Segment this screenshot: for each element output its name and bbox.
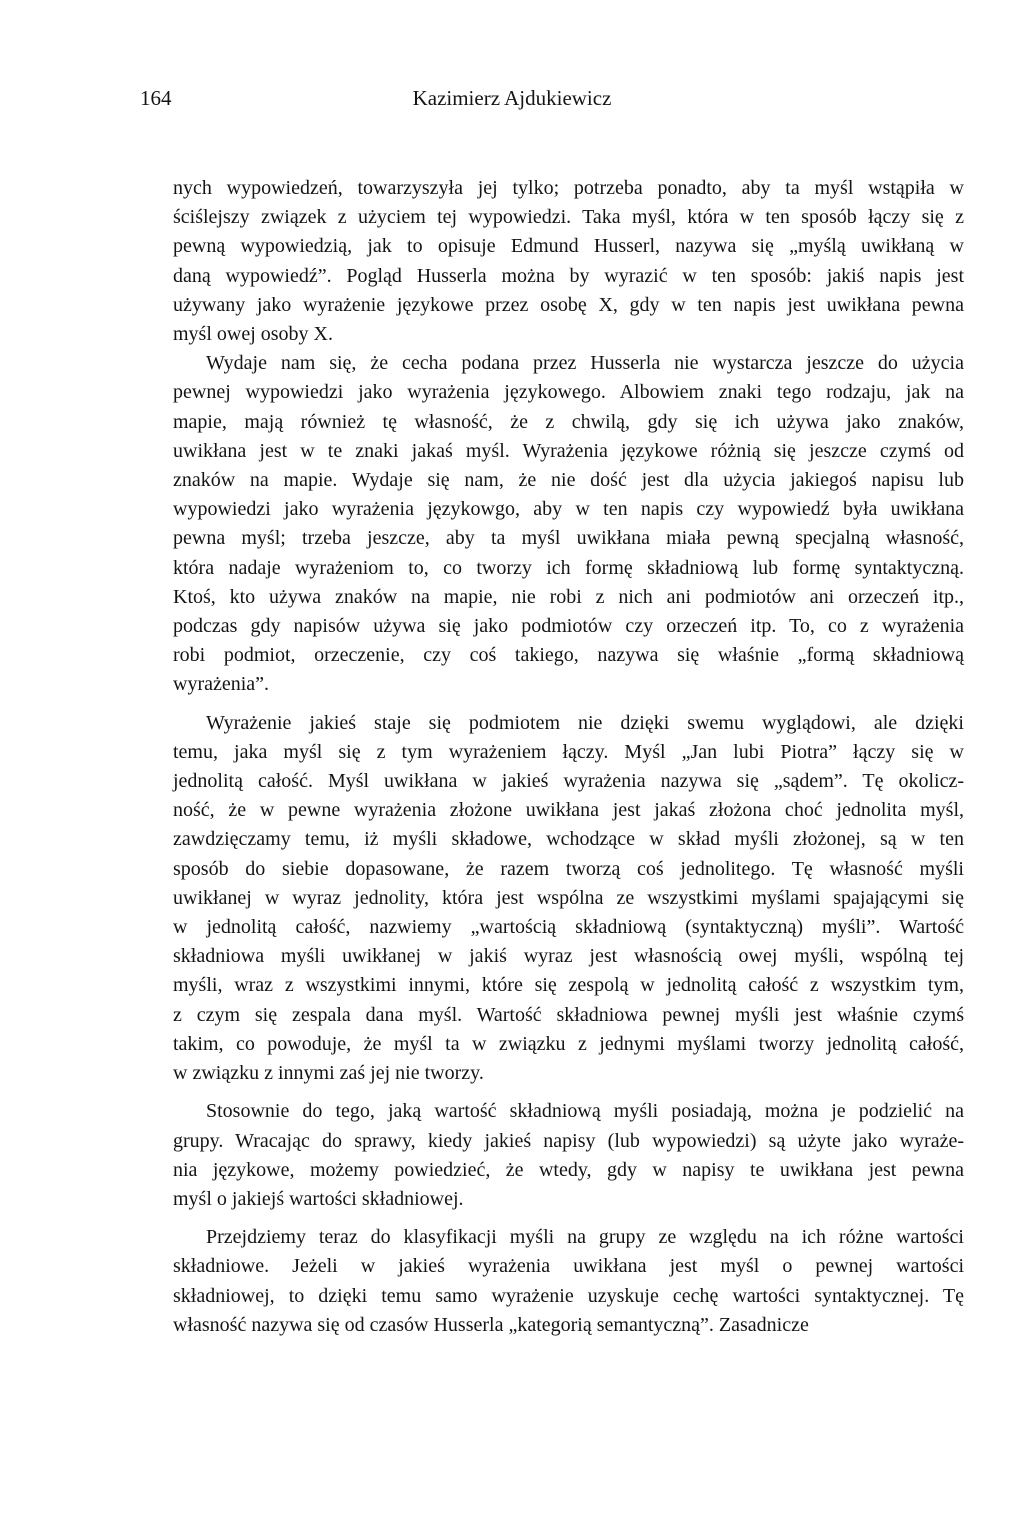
text-line: pewną wypowiedzią, jak to opisuje Edmund Husserl, nazywa się „myślą uwikłaną w bbox=[173, 235, 964, 258]
text-line: uwikłana jest w te znaki jakaś myśl. Wyrażenia językowe różnią się jeszcze czymś od bbox=[173, 439, 964, 462]
paragraph bbox=[140, 349, 964, 699]
text-line: takim, co powoduje, że myśl ta w związku z jednymi myślami tworzy jednolitą całość, bbox=[173, 1032, 964, 1055]
text-line: własność nazywa się od czasów Husserla „kategorią semantyczną”. Zasadnicze bbox=[173, 1313, 809, 1336]
text-line: składniowa myśli uwikłanej w jakiś wyraz jest własnością owej myśli, wspólną tej bbox=[173, 945, 964, 968]
paragraph bbox=[140, 174, 964, 349]
text-line: Stosownie do tego, jaką wartość składniową myśli posiadają, można je podzielić na bbox=[206, 1100, 964, 1123]
text-line: składniowej, to dzięki temu samo wyrażenie uzyskuje cechę wartości syntaktycznej. Tę bbox=[173, 1284, 964, 1307]
paragraph bbox=[140, 1097, 964, 1214]
text-line: temu, jaka myśl się z tym wyrażeniem łączy. Myśl „Jan lubi Piotra” łączy się w bbox=[173, 740, 964, 763]
text-line: z czym się zespala dana myśl. Wartość składniowa pewnej myśli jest właśnie czymś bbox=[173, 1003, 964, 1026]
text-line: myśl owej osoby X. bbox=[173, 323, 333, 346]
text-line: w związku z innymi zaś jej nie tworzy. bbox=[173, 1062, 484, 1085]
text-line: wyrażenia”. bbox=[173, 673, 270, 696]
text-line: nych wypowiedzeń, towarzyszyła jej tylko; potrzeba ponadto, aby ta myśl wstąpiła w bbox=[173, 177, 964, 199]
text-line: nia językowe, możemy powiedzieć, że wtedy, gdy w napisy te uwikłana jest pewna bbox=[173, 1158, 964, 1181]
text-line: mapie, mają również tę własność, że z chwilą, gdy się ich używa jako znaków, bbox=[173, 410, 964, 433]
text-line: ściślejszy związek z użyciem tej wypowiedzi. Taka myśl, która w ten sposób łączy się z bbox=[173, 206, 964, 229]
text-line: Ktoś, kto używa znaków na mapie, nie robi z nich ani podmiotów ani orzeczeń itp., bbox=[173, 585, 964, 608]
text-line: myśli, wraz z wszystkimi innymi, które się zespolą w jednolitą całość z wszystkim tym, bbox=[173, 974, 964, 997]
paragraph bbox=[140, 1223, 964, 1340]
text-line: sposób do siebie dopasowane, że razem tworzą coś jednolitego. Tę własność myśli bbox=[173, 857, 964, 880]
text-line: znaków na mapie. Wydaje się nam, że nie dość jest dla użycia jakiegoś napisu lub bbox=[173, 469, 964, 492]
page-number: 164 bbox=[140, 86, 172, 110]
running-head: Kazimierz Ajdukiewicz bbox=[412, 86, 612, 110]
text-line: pewnej wypowiedzi jako wyrażenia językowego. Albowiem znaki tego rodzaju, jak na bbox=[173, 381, 964, 404]
text-line: daną wypowiedź”. Pogląd Husserla można by wyrazić w ten sposób: jakiś napis jest bbox=[173, 264, 964, 287]
text-line: grupy. Wracając do sprawy, kiedy jakieś napisy (lub wypowiedzi) są użyte jako wyraże- bbox=[173, 1129, 964, 1152]
paragraph bbox=[140, 709, 964, 1089]
text-line: podczas gdy napisów używa się jako podmiotów czy orzeczeń itp. To, co z wyrażenia bbox=[173, 615, 964, 638]
text-line: która nadaje wyrażeniom to, co tworzy ich formę składniową lub formę syntaktyczną. bbox=[173, 556, 964, 579]
text-line: uwikłanej w wyraz jednolity, która jest wspólna ze wszystkimi myślami spajającymi się bbox=[173, 886, 964, 909]
text-line: jednolitą całość. Myśl uwikłana w jakieś wyrażenia nazywa się „sądem”. Tę okolicz- bbox=[173, 770, 964, 793]
text-line: Wydaje nam się, że cecha podana przez Husserla nie wystarcza jeszcze do użycia bbox=[206, 352, 964, 375]
text-line: Wyrażenie jakieś staje się podmiotem nie dzięki swemu wyglądowi, ale dzięki bbox=[206, 711, 964, 734]
text-line: robi podmiot, orzeczenie, czy coś takiego, nazywa się właśnie „formą składniową bbox=[173, 644, 964, 667]
text-line: używany jako wyrażenie językowe przez osobę X, gdy w ten napis jest uwikłana pewna bbox=[173, 293, 964, 316]
text-line: w jednolitą całość, nazwiemy „wartością składniową (syntaktyczną) myśli”. Wartość bbox=[173, 916, 964, 939]
text-line: Przejdziemy teraz do klasyfikacji myśli na grupy ze względu na ich różne wartości bbox=[206, 1226, 964, 1249]
text-line: ność, że w pewne wyrażenia złożone uwikłana jest jakaś złożona choć jednolita myśl, bbox=[173, 799, 964, 822]
text-line: myśl o jakiejś wartości składniowej. bbox=[173, 1187, 464, 1210]
text-line: składniowe. Jeżeli w jakieś wyrażenia uwikłana jest myśl o pewnej wartości bbox=[173, 1255, 964, 1278]
text-line: wypowiedzi jako wyrażenia językowgo, aby w ten napis czy wypowiedź była uwikłana bbox=[173, 498, 964, 521]
body-text bbox=[140, 174, 964, 1340]
text-line: pewna myśl; trzeba jeszcze, aby ta myśl uwikłana miała pewną specjalną własność, bbox=[173, 527, 964, 550]
text-line: zawdzięczamy temu, iż myśli składowe, wchodzące w skład myśli złożonej, są w ten bbox=[173, 828, 964, 851]
